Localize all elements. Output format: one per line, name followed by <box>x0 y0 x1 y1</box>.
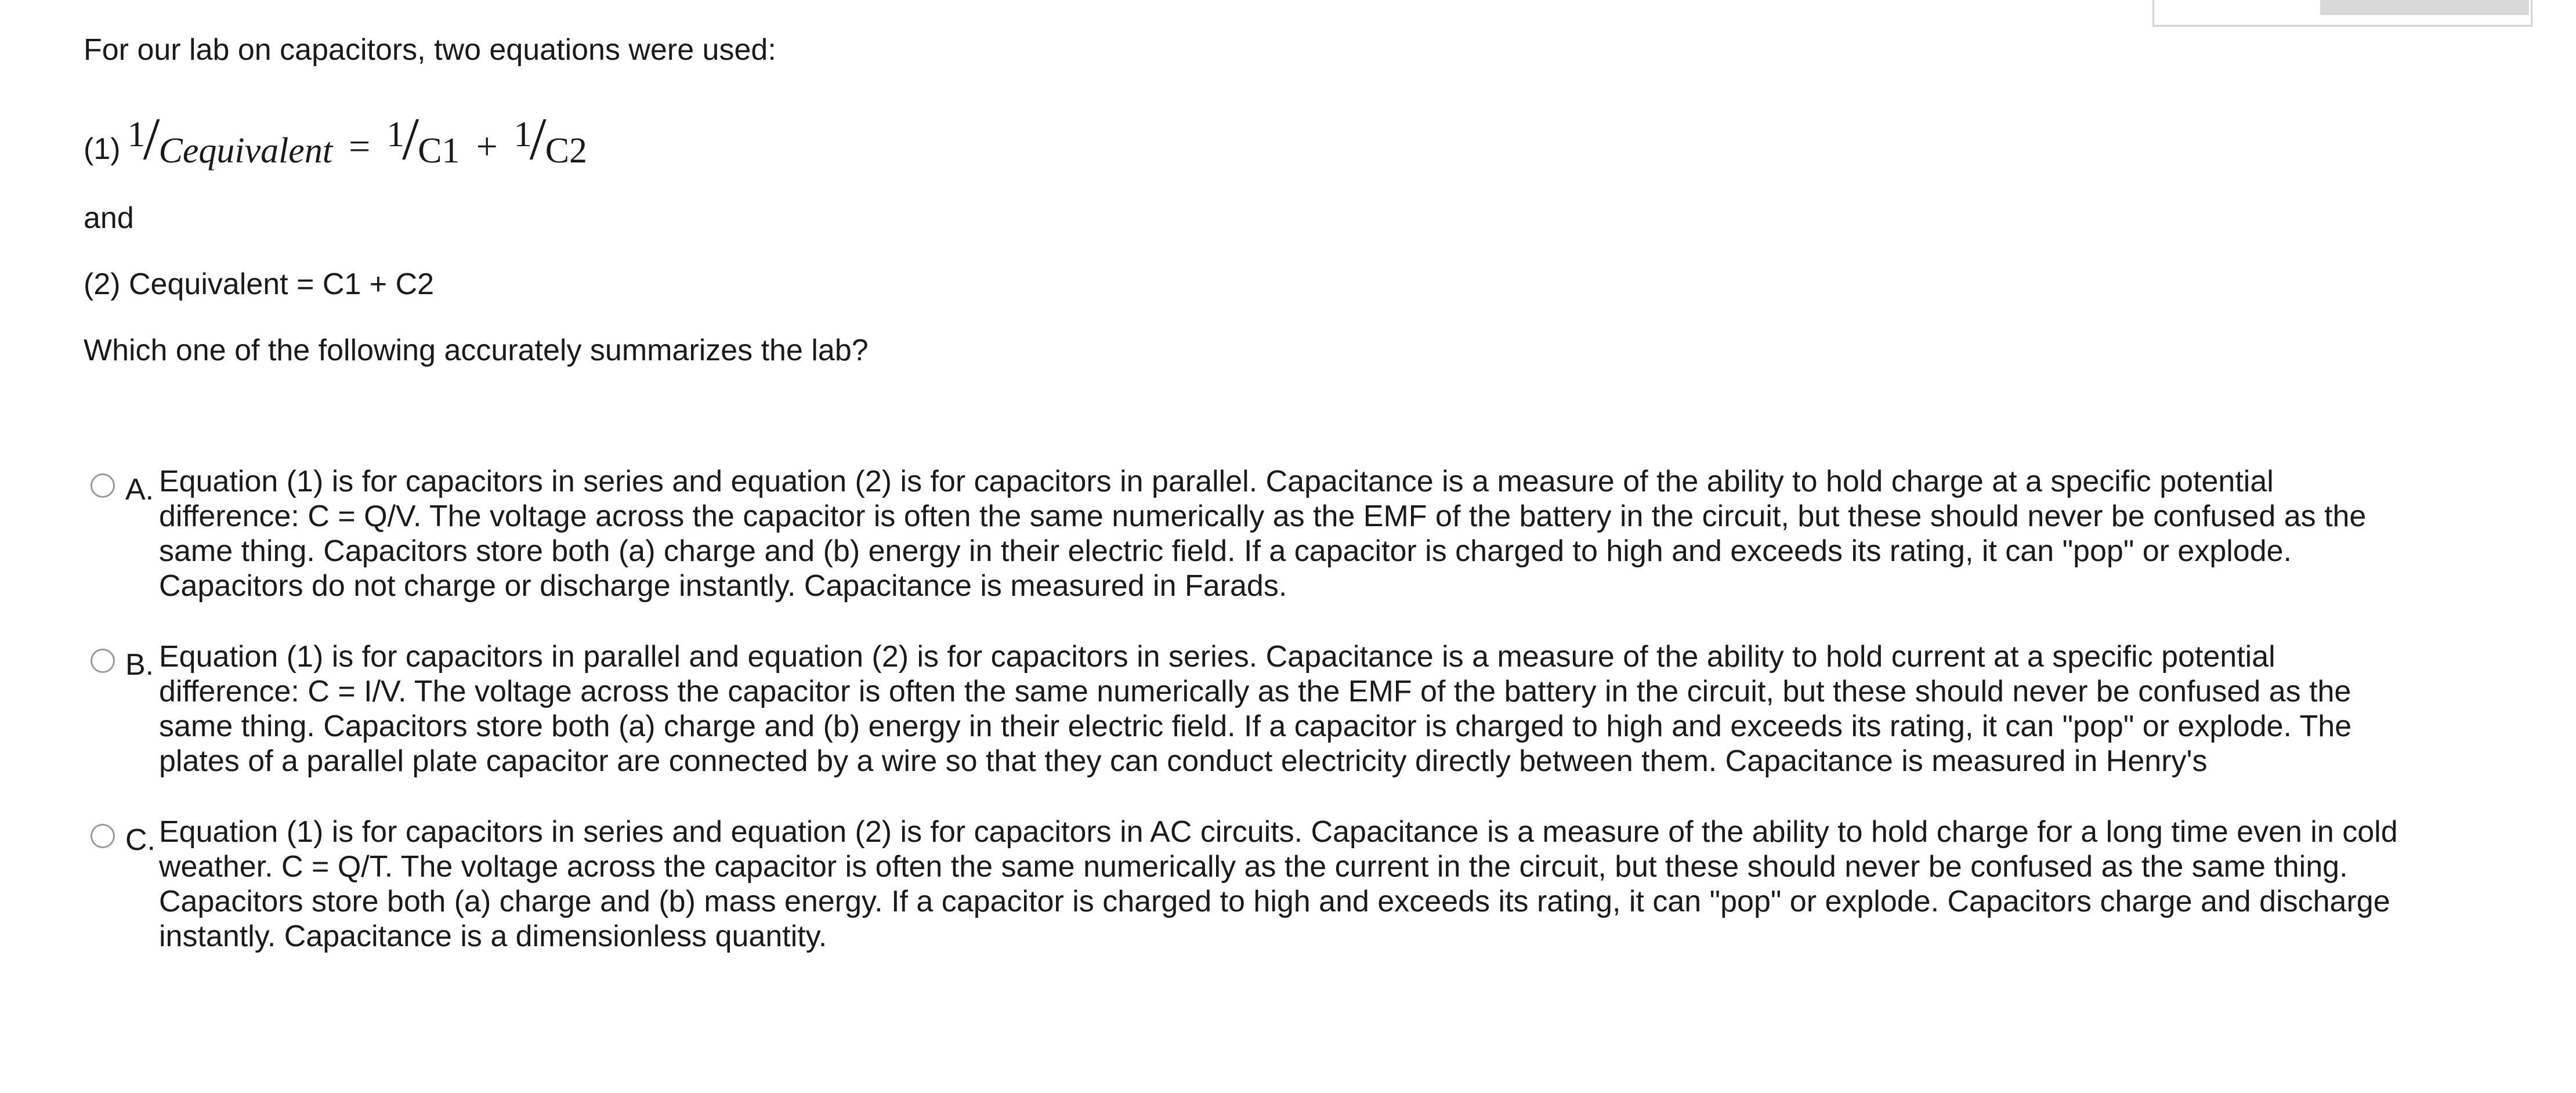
option-text-a: Equation (1) is for capacitors in series and equation (2) is for capacitors in parallel. Capacitance is a measure of the ability to hold charge at a specific potential difference: C = Q/V. The voltage across the capacitor is often the same numerically as the EMF of the battery in the circuit, but these should never be confused as the same thing. Capacitors store both (a) charge and (b) energy in their electric field. If a capacitor is charged to high and exceeds its rating, it can "pop" or explode. Capacitors do not charge or discharge instantly. Capacitance is measured in Farads. <box>159 465 2367 603</box>
option-letter-b: B. <box>125 648 154 682</box>
equation-1 <box>84 104 587 174</box>
radio-button-c[interactable] <box>91 824 115 848</box>
equation-2: (2) Cequivalent = C1 + C2 <box>84 267 435 301</box>
option-text-c: Equation (1) is for capacitors in series and equation (2) is for capacitors in AC circuits. Capacitance is a measure of the ability to hold charge for a long time even in cold weather. C = Q/T. The voltage across the capacitor is often the same numerically as the current in the circuit, but these should never be confused as the same thing. Capacitors store both (a) charge and (b) mass energy. If a capacitor is charged to high and exceeds its rating, it can "pop" or explode. Capacitors charge and discharge instantly. Capacitance is a dimensionless quantity. <box>159 815 2398 953</box>
and-text: and <box>84 201 134 235</box>
equation-1-lhs: 1 / Cequivalent <box>127 106 333 172</box>
top-right-widget-button[interactable] <box>2320 0 2529 15</box>
option-letter-c: C. <box>125 823 155 857</box>
question-prompt: Which one of the following accurately summarizes the lab? <box>84 334 869 367</box>
question-intro: For our lab on capacitors, two equations were used: <box>84 33 776 67</box>
equation-1-number: (1) <box>84 132 121 166</box>
top-right-widget[interactable] <box>2152 0 2532 27</box>
option-letter-a: A. <box>125 473 154 506</box>
equation-1-plus: + <box>476 125 498 168</box>
equation-1-term-1: 1 / C1 <box>386 106 460 172</box>
equation-1-equals: = <box>349 125 371 168</box>
option-text-b: Equation (1) is for capacitors in parallel and equation (2) is for capacitors in series. Capacitance is a measure of the ability to hold current at a specific potential difference: C = I/V. The voltage across the capacitor is often the same numerically as the EMF of the battery in the circuit, but these should never be confused as the same thing. Capacitors store both (a) charge and (b) energy in their electric field. If a capacitor is charged to high and exceeds its rating, it can "pop" or explode. The plates of a parallel plate capacitor are connected by a wire so that they can conduct electricity directly between them. Capacitance is measured in Henry's <box>159 640 2352 778</box>
equation-1-term-2: 1 / C2 <box>513 106 588 172</box>
radio-button-b[interactable] <box>91 649 115 673</box>
radio-button-a[interactable] <box>91 473 115 498</box>
